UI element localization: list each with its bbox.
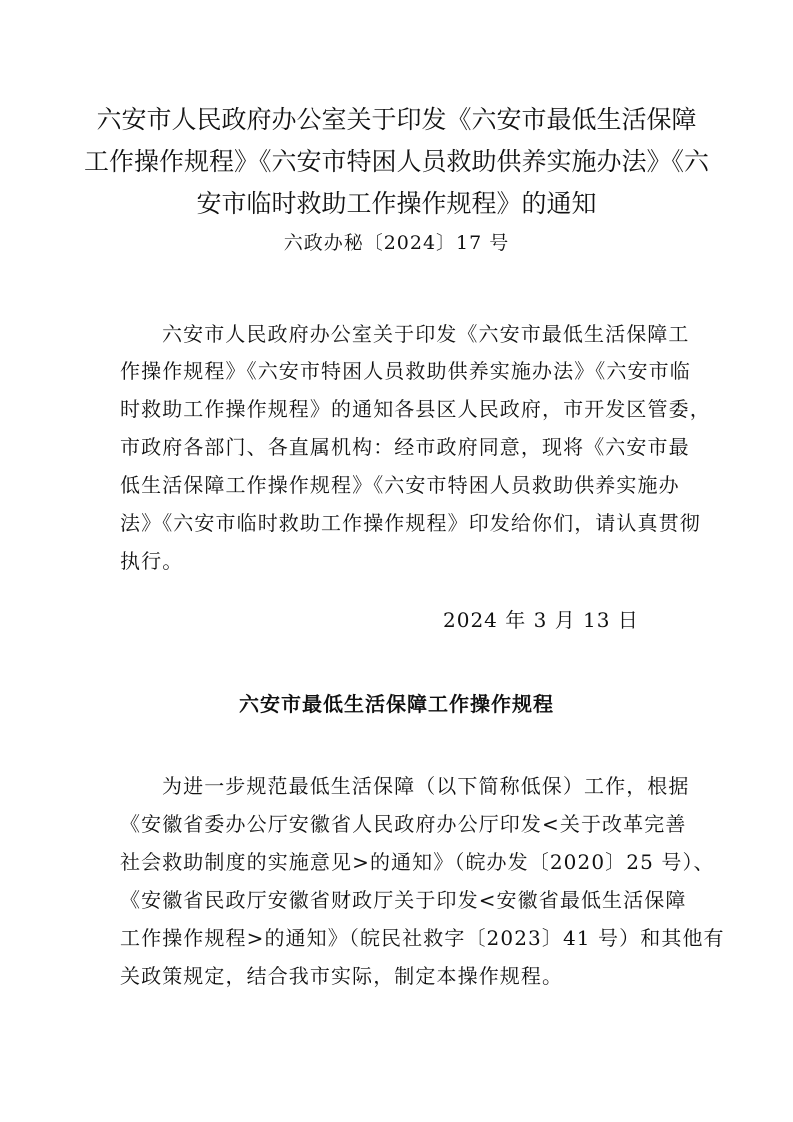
regulation-title: 六安市最低生活保障工作操作规程: [239, 692, 554, 716]
notice-title-line-2: 工作操作规程》《六安市特困人员救助供养实施办法》《六: [83, 147, 709, 176]
notice-date: 2024 年 3 月 13 日: [443, 608, 639, 632]
notice-paragraph-line: 低生活保障工作操作规程》《六安市特困人员救助供养实施办: [120, 473, 680, 497]
regulation-paragraph-line: 工作操作规程>的通知》（皖民社救字〔2023〕41 号）和其他有: [120, 926, 725, 950]
notice-paragraph-line: 时救助工作操作规程》的通知各县区人民政府，市开发区管委，: [120, 397, 711, 421]
notice-title-line-3: 安市临时救助工作操作规程》的通知: [196, 189, 597, 218]
notice-paragraph-line: 执行。: [120, 549, 184, 573]
notice-paragraph-line: 市政府各部门、各直属机构：经市政府同意，现将《六安市最: [120, 435, 690, 459]
notice-title-line-1: 六安市人民政府办公室关于印发《六安市最低生活保障: [96, 105, 697, 134]
notice-paragraph-line: 法》《六安市临时救助工作操作规程》印发给你们，请认真贯彻: [120, 511, 701, 535]
regulation-paragraph-line: 社会救助制度的实施意见>的通知》（皖办发〔2020〕25 号）、: [120, 850, 715, 874]
notice-paragraph-line: 作操作规程》《六安市特困人员救助供养实施办法》《六安市临: [120, 359, 691, 383]
regulation-paragraph-line: 关政策规定，结合我市实际，制定本操作规程。: [120, 964, 564, 988]
regulation-paragraph-line: 为进一步规范最低生活保障（以下简称低保）工作，根据: [162, 774, 690, 798]
notice-paragraph-line: 六安市人民政府办公室关于印发《六安市最低生活保障工: [162, 322, 690, 346]
document-number: 六政办秘〔2024〕17 号: [283, 232, 510, 254]
regulation-paragraph-line: 《安徽省委办公厅安徽省人民政府办公厅印发<关于改革完善: [120, 812, 687, 836]
regulation-paragraph-line: 《安徽省民政厅安徽省财政厅关于印发<安徽省最低生活保障: [120, 888, 687, 912]
